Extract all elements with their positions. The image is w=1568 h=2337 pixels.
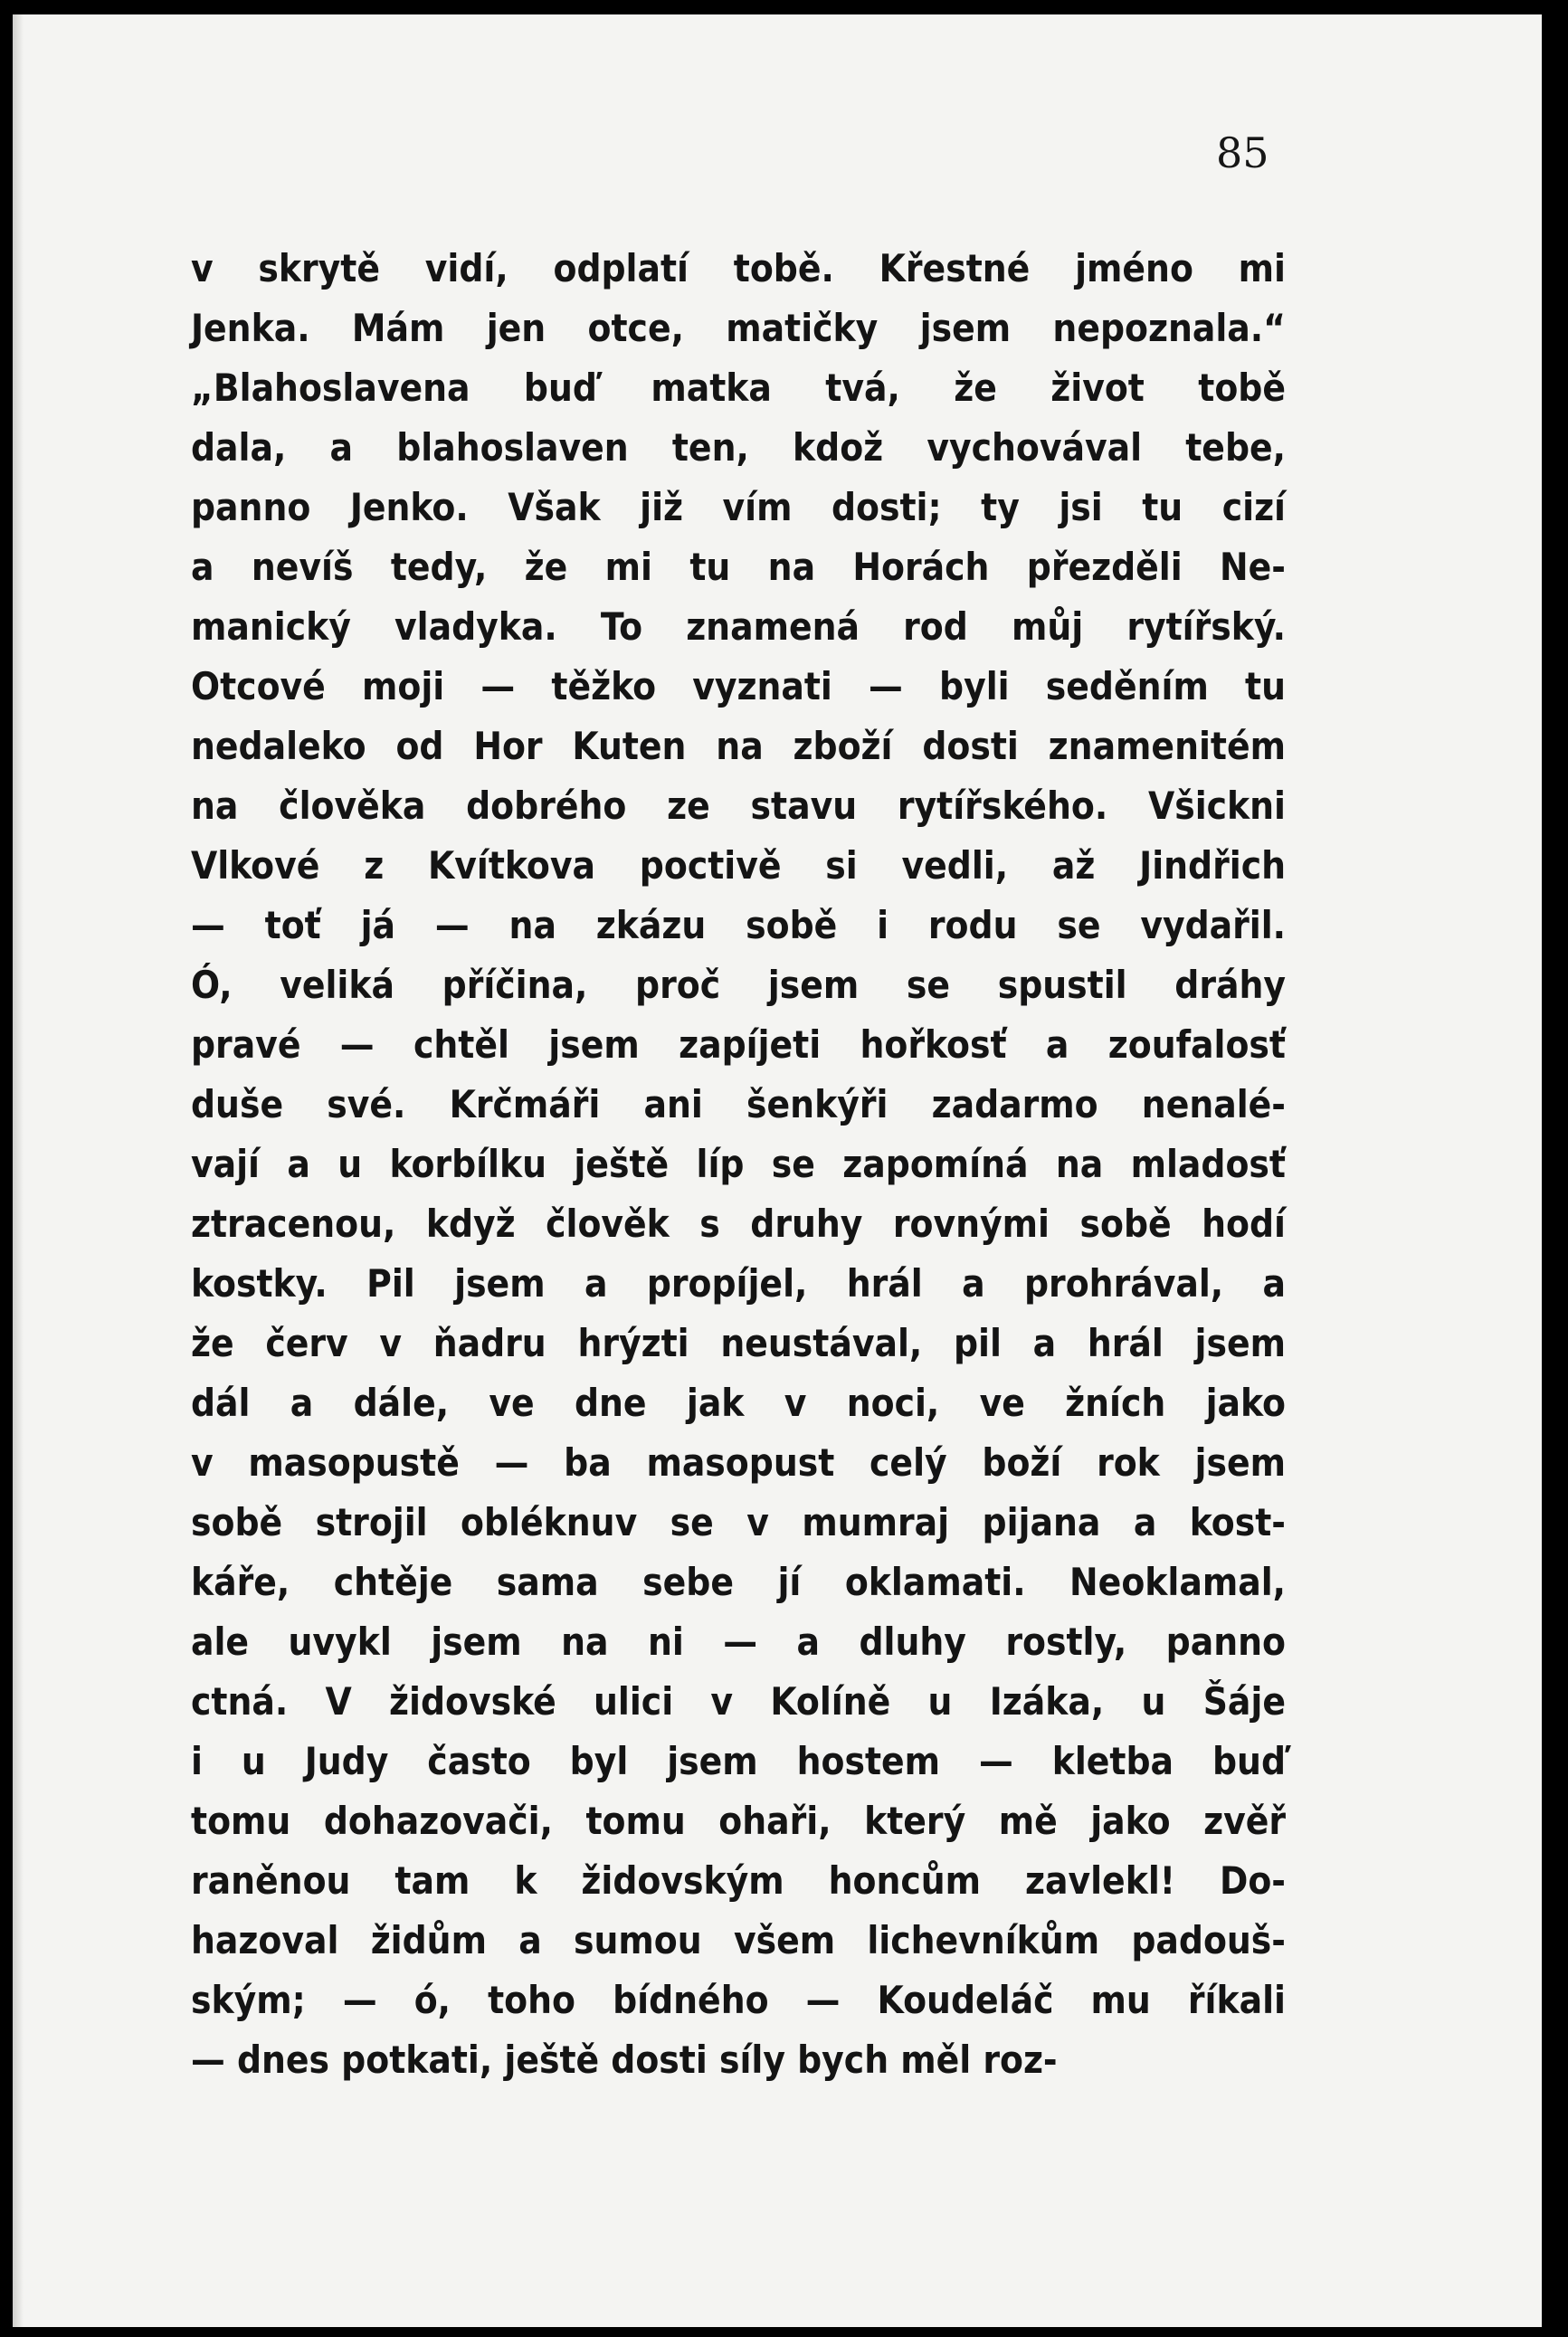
text-line: — toť já — na zkázu sobě i rodu se vydařil. [191,903,1286,947]
text-line: pravé — chtěl jsem zapíjeti hořkosť a zoufalosť [191,1022,1286,1067]
text-line: manický vladyka. To znamená rod můj rytířský. [191,604,1286,649]
text-line: na člověka dobrého ze stavu rytířského. Všickni [191,784,1286,828]
text-line: že červ v ňadru hrýzti neustával, pil a hrál jsem [191,1321,1286,1365]
text-line: a nevíš tedy, že mi tu na Horách přezděli Ne- [191,545,1286,589]
body-text [191,239,1286,2090]
book-page [13,14,1542,2327]
text-line: dala, a blahoslaven ten, kdož vychovával tebe, [191,425,1286,470]
text-line: kostky. Pil jsem a propíjel, hrál a prohrával, a [191,1261,1286,1306]
text-line: duše své. Krčmáři ani šenkýři zadarmo nenalé- [191,1082,1286,1126]
text-line: ztracenou, když člověk s druhy rovnými sobě hodí [191,1202,1286,1246]
text-line: hazoval židům a sumou všem lichevníkům padouš- [191,1918,1286,1962]
text-line: v skrytě vidí, odplatí tobě. Křestné jméno mi [191,246,1286,290]
text-line: „Blahoslavena buď matka tvá, že život tobě [191,366,1286,410]
text-line: Jenka. Mám jen otce, matičky jsem nepoznala.“ [191,306,1286,350]
text-line: raněnou tam k židovským honcům zavlekl! Do- [191,1858,1286,1903]
text-line: v masopustě — ba masopust celý boží rok jsem [191,1440,1286,1485]
text-line: ale uvykl jsem na ni — a dluhy rostly, panno [191,1620,1286,1664]
text-line: nedaleko od Hor Kuten na zboží dosti znamenitém [191,724,1286,768]
text-line: dál a dále, ve dne jak v noci, ve žních jako [191,1381,1286,1425]
text-line: Ó, veliká příčina, proč jsem se spustil dráhy [191,963,1286,1007]
text-line: ským; — ó, toho bídného — Koudeláč mu říkali [191,1978,1286,2022]
text-line: sobě strojil obléknuv se v mumraj pijana a kost- [191,1500,1286,1544]
text-line: káře, chtěje sama sebe jí oklamati. Neoklamal, [191,1560,1286,1604]
text-line: i u Judy často byl jsem hostem — kletba buď [191,1739,1286,1783]
text-line: Vlkové z Kvítkova poctivě si vedli, až Jindřich [191,843,1286,888]
text-line: vají a u korbílku ještě líp se zapomíná na mladosť [191,1142,1286,1186]
text-line: tomu dohazovači, tomu ohaři, který mě jako zvěř [191,1799,1286,1843]
text-line: ctná. V židovské ulici v Kolíně u Izáka, u Šáje [191,1679,1286,1724]
text-line: Otcové moji — těžko vyznati — byli seděním tu [191,664,1286,708]
scan-edge-shadow [13,14,24,2327]
page-number: 85 [1216,128,1269,177]
text-line: — dnes potkati, ještě dosti síly bych měl roz- [191,2038,1058,2082]
text-line: panno Jenko. Však již vím dosti; ty jsi tu cizí [191,485,1286,529]
